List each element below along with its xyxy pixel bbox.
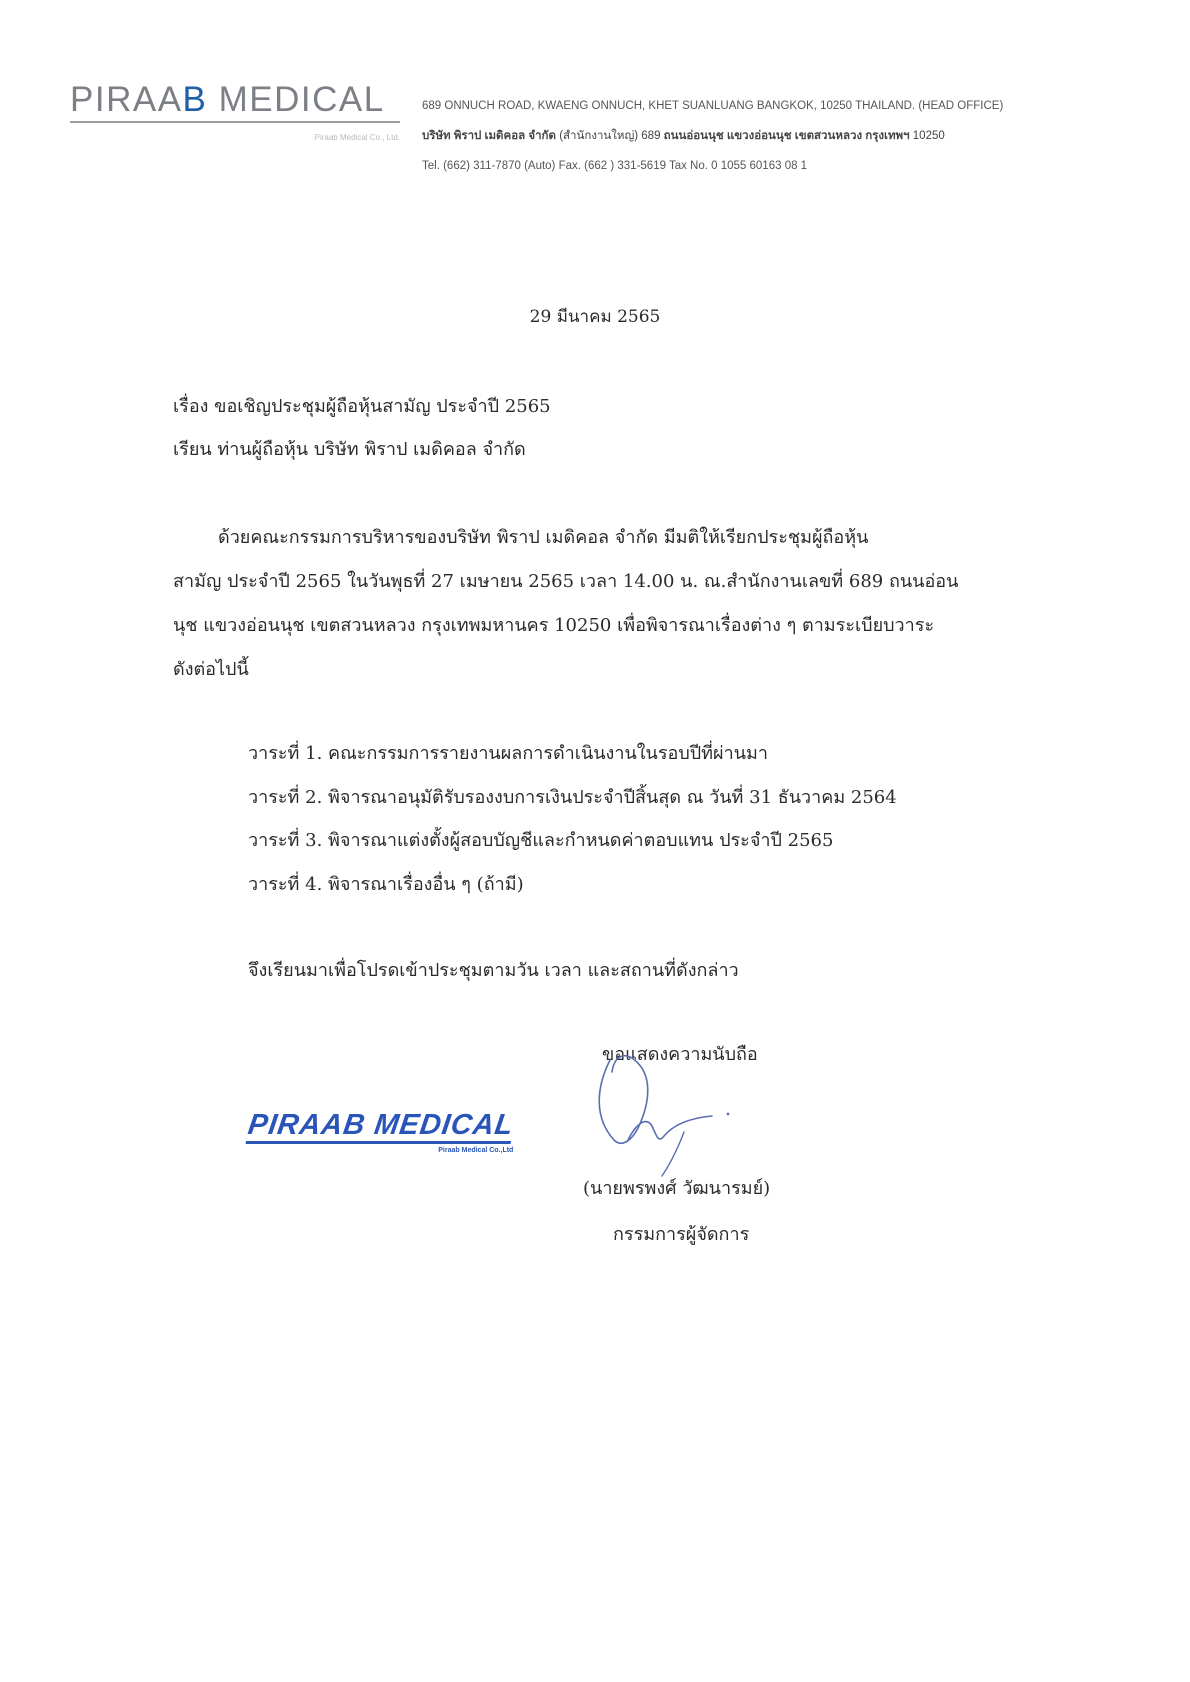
agenda-item: วาระที่ 1. คณะกรรมการรายงานผลการดำเนินงานในรอบปีที่ผ่านมา — [248, 743, 768, 764]
letter-recipient: เรียน ท่านผู้ถือหุ้น บริษัท พิราป เมดิคอล จำกัด — [173, 439, 526, 460]
stamp-wordmark: PIRAAB MEDICAL — [246, 1110, 516, 1144]
paragraph-line: ด้วยคณะกรรมการบริหารของบริษัท พิราป เมดิคอล จำกัด มีมติให้เรียกประชุมผู้ถือหุ้น — [218, 527, 869, 548]
letter-closing: จึงเรียนมาเพื่อโปรดเข้าประชุมตามวัน เวลา และสถานที่ดังกล่าว — [248, 960, 739, 981]
contact-info: Tel. (662) 311-7870 (Auto) Fax. (662 ) 331-5619 Tax No. 0 1055 60163 08 1 — [422, 160, 808, 172]
address-thai: บริษัท พิราป เมดิคอล จำกัด (สำนักงานใหญ่) 689 ถนนอ่อนนุช แขวงอ่อนนุช เขตสวนหลวง กรุงเทพฯ 10250 — [422, 130, 945, 142]
agenda-item: วาระที่ 3. พิจารณาแต่งตั้งผู้สอบบัญชีและกำหนดค่าตอบแทน ประจำปี 2565 — [248, 830, 834, 851]
agenda-item: วาระที่ 4. พิจารณาเรื่องอื่น ๆ (ถ้ามี) — [248, 874, 524, 895]
logo-wordmark: PIRAAB MEDICAL — [70, 80, 385, 119]
letter-date: 29 มีนาคม 2565 — [529, 307, 661, 327]
signer-position: กรรมการผู้จัดการ — [613, 1224, 750, 1245]
handwritten-signature — [592, 1048, 772, 1178]
address-english: 689 ONNUCH ROAD, KWAENG ONNUCH, KHET SUANLUANG BANGKOK, 10250 THAILAND. (HEAD OFFICE) — [422, 100, 1004, 112]
regards-text: ขอแสดงความนับถือ — [602, 1044, 758, 1065]
paragraph-line: ดังต่อไปนี้ — [173, 659, 249, 680]
logo-underline — [70, 121, 400, 123]
company-stamp — [246, 1109, 516, 1154]
letterhead-address — [422, 91, 1142, 181]
paragraph-line: สามัญ ประจำปี 2565 ในวันพุธที่ 27 เมษายน 2565 เวลา 14.00 น. ณ.สำนักงานเลขที่ 689 ถนนอ่อน — [173, 571, 959, 592]
letter-subject: เรื่อง ขอเชิญประชุมผู้ถือหุ้นสามัญ ประจำปี 2565 — [173, 396, 551, 417]
logo-subtitle: Piraab Medical Co., Ltd. — [314, 133, 400, 142]
signer-name: (นายพรพงศ์ วัฒนารมย์) — [583, 1178, 771, 1199]
company-logo — [70, 82, 400, 142]
paragraph-line: นุช แขวงอ่อนนุช เขตสวนหลวง กรุงเทพมหานคร 10250 เพื่อพิจารณาเรื่องต่าง ๆ ตามระเบียบวาระ — [173, 615, 935, 636]
agenda-item: วาระที่ 2. พิจารณาอนุมัติรับรองงบการเงินประจำปีสิ้นสุด ณ วันที่ 31 ธันวาคม 2564 — [248, 787, 897, 808]
stamp-subtitle: Piraab Medical Co.,Ltd — [438, 1147, 514, 1154]
